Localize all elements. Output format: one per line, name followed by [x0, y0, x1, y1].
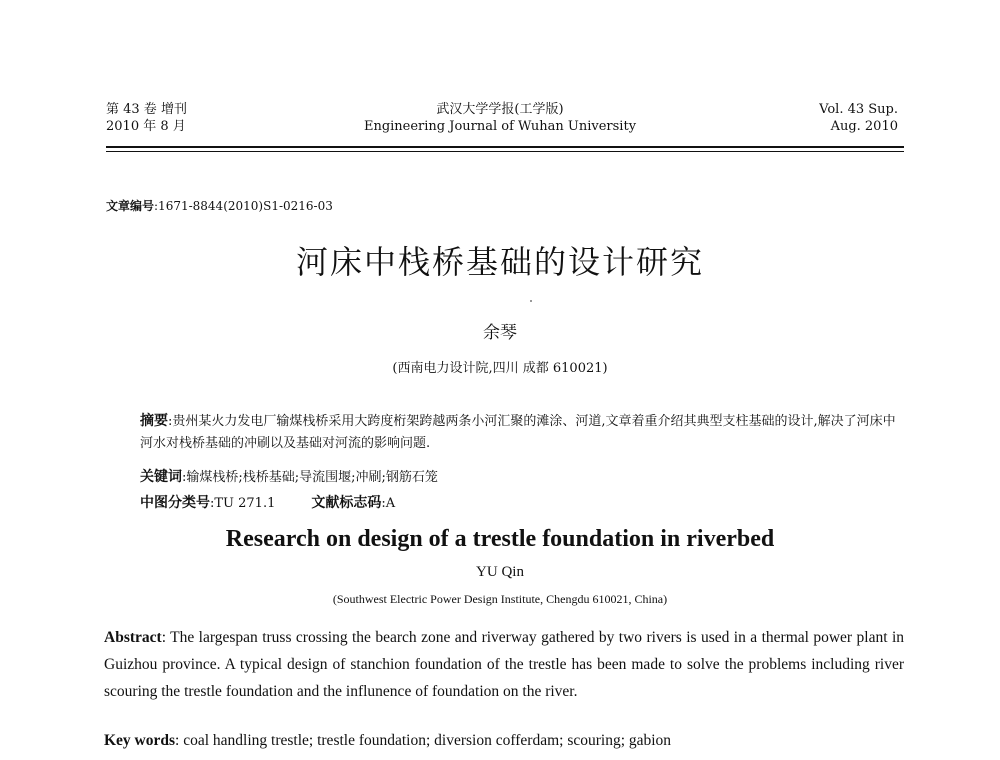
- abstract-cn: [140, 410, 900, 455]
- title-en: Research on design of a trestle foundation in riverbed: [225, 526, 775, 552]
- keywords-cn-label: 关键词: [140, 469, 182, 485]
- abstract-en-label: Abstract: [104, 629, 162, 646]
- affiliation-cn: (西南电力设计院,四川 成都 610021): [392, 361, 608, 376]
- keywords-en-label: Key words: [104, 732, 176, 749]
- journal-issue-cn: [106, 101, 187, 135]
- date-cn: 2010 年 8 月: [106, 119, 186, 134]
- abstract-en: [104, 624, 904, 705]
- keywords-cn-text: :输煤栈桥;栈桥基础;导流围堰;冲刷;钢筋石笼: [182, 470, 438, 485]
- scan-speck: [530, 300, 532, 302]
- clc-label: 中图分类号: [140, 495, 210, 511]
- clc-value: :TU 271.1: [210, 496, 276, 511]
- journal-name-en: Engineering Journal of Wuhan University: [363, 119, 637, 134]
- header-rule-thick: [106, 146, 904, 148]
- keywords-cn: [140, 466, 438, 486]
- affiliation-en: (Southwest Electric Power Design Institute, Chengdu 610021, China): [332, 592, 668, 606]
- abstract-cn-label: 摘要: [140, 413, 168, 429]
- keywords-en-text: : coal handling trestle; trestle foundation; diversion cofferdam; scouring; gabion: [175, 732, 672, 749]
- classification-cn: [140, 492, 395, 512]
- article-number: [106, 197, 333, 214]
- doc-code-value: :A: [381, 496, 396, 511]
- keywords-en: [104, 732, 671, 750]
- abstract-en-text: : The largespan truss crossing the bearch zone and riverway gathered by two rivers is used in a thermal power plant in Guizhou province. A typical design of stanchion foundation of the trestle has been made to solve the problems including river scouring the trestle foundation and the influnence of foundation on the river.: [104, 629, 904, 700]
- article-number-value: :1671-8844(2010)S1-0216-03: [154, 199, 333, 213]
- article-number-label: 文章编号: [106, 199, 155, 213]
- volume-issue-cn: 第 43 卷 增刊: [106, 102, 187, 117]
- doc-code-label: 文献标志码: [311, 495, 382, 511]
- title-cn: 河床中栈桥基础的设计研究: [295, 243, 704, 281]
- date-en: Aug. 2010: [830, 119, 898, 134]
- header-rule-thin: [106, 151, 904, 152]
- volume-issue-en: Vol. 43 Sup.: [819, 102, 898, 117]
- abstract-cn-text: :贵州某火力发电厂输煤栈桥采用大跨度桁架跨越两条小河汇聚的滩涂、河道,文章着重介绍其典型支柱基础的设计,解决了河床中河水对栈桥基础的冲刷以及基础对河流的影响问题.: [140, 414, 896, 451]
- author-en: YU Qin: [476, 564, 524, 580]
- journal-issue-en: [819, 101, 898, 135]
- journal-name-cn: 武汉大学学报(工学版): [436, 102, 564, 117]
- journal-name: [330, 101, 670, 135]
- author-cn: 余琴: [483, 323, 517, 343]
